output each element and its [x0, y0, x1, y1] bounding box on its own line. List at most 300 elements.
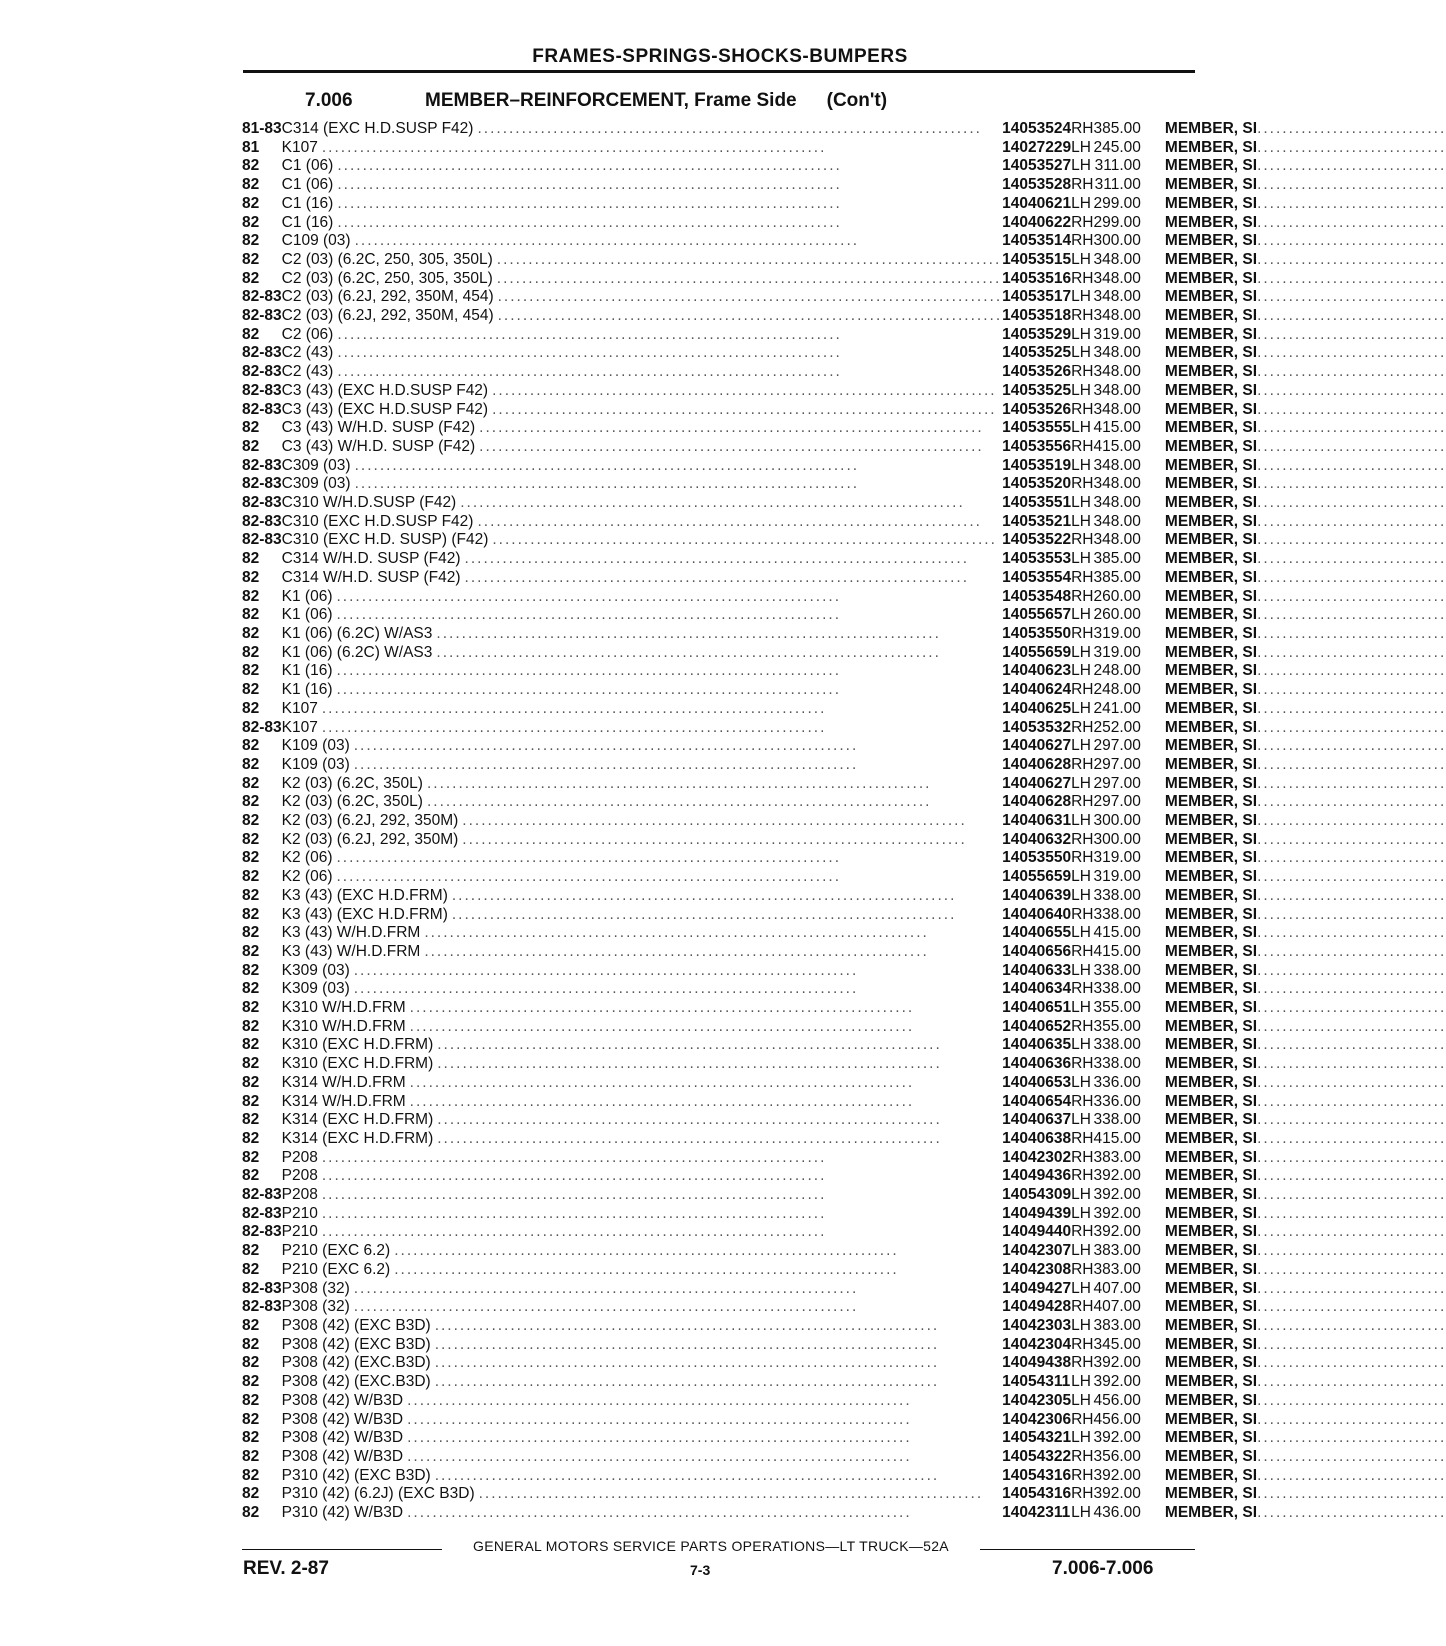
model-application: P308 (42) W/B3D [281, 1429, 404, 1447]
model-application: K1 (06) (6.2C) W/AS3 [281, 624, 433, 642]
model-leader [282, 887, 1002, 906]
model-cell [282, 1411, 1002, 1430]
part-number: 14054316 [1002, 1466, 1072, 1484]
table-row [242, 401, 1446, 420]
table-row [242, 1167, 1446, 1186]
part-description: MEMBER, SI [1164, 437, 1258, 455]
part-description: MEMBER, SI [1164, 868, 1258, 886]
model-leader [282, 475, 1002, 494]
dot-leader-trailing: .............................. [1257, 662, 1446, 680]
model-leader [282, 962, 1002, 981]
model-cell [282, 868, 1002, 887]
model-leader [282, 1186, 1002, 1205]
dot-leader: ................................................................................ [424, 942, 929, 960]
dot-leader-trailing: .............................. [1257, 606, 1446, 624]
model-year: 82 [242, 1335, 260, 1353]
model-year: 82 [242, 1410, 260, 1428]
model-cell [282, 1242, 1002, 1261]
model-year: 82 [242, 232, 260, 250]
model-leader [282, 1036, 1002, 1055]
list-price: 338.00 [1093, 905, 1141, 923]
model-cell [282, 887, 1002, 906]
dot-leader-trailing: .............................. [1257, 1055, 1446, 1073]
model-year: 82 [242, 250, 260, 268]
model-cell [282, 588, 1002, 607]
list-price: 319.00 [1093, 624, 1141, 642]
dot-leader-trailing: .............................. [1257, 1391, 1446, 1409]
model-year: 82 [242, 1055, 260, 1073]
part-number: 14053528 [1002, 176, 1072, 194]
table-row [242, 457, 1446, 476]
dot-leader-trailing: .............................. [1257, 886, 1446, 904]
part-number: 14042311 [1002, 1504, 1071, 1522]
side: LH [1071, 961, 1091, 979]
list-price: 348.00 [1093, 475, 1141, 493]
dot-leader-trailing: .............................. [1257, 419, 1446, 437]
model-leader [282, 1392, 1002, 1411]
model-cell [282, 344, 1002, 363]
list-price: 415.00 [1093, 419, 1141, 437]
part-description: MEMBER, SI [1164, 250, 1258, 268]
model-leader [282, 1354, 1002, 1373]
model-application: C2 (06) [281, 325, 334, 343]
model-application: P308 (42) (EXC.B3D) [281, 1354, 431, 1372]
part-description: MEMBER, SI [1164, 512, 1258, 530]
part-number: 14040632 [1002, 830, 1072, 848]
part-description: MEMBER, SI [1164, 1335, 1258, 1353]
dot-leader: ................................................................................ [337, 213, 842, 231]
part-number: 14040622 [1002, 213, 1072, 231]
part-description: MEMBER, SI [1164, 344, 1258, 362]
table-row [242, 1317, 1446, 1336]
side: LH [1071, 1504, 1091, 1522]
side: LH [1071, 250, 1091, 268]
part-number: 14055657 [1002, 606, 1072, 624]
dot-leader: ................................................................................ [409, 1073, 915, 1091]
side: LH [1071, 1429, 1091, 1447]
model-application: K310 (EXC H.D.FRM) [281, 1055, 434, 1073]
model-cell [282, 662, 1002, 681]
dot-leader: ................................................................................ [407, 1429, 912, 1447]
part-number: 14053527 [1002, 157, 1072, 175]
list-price: 248.00 [1093, 681, 1141, 699]
model-leader [282, 288, 1002, 307]
side: LH [1071, 1036, 1091, 1054]
table-row [242, 344, 1446, 363]
model-leader [282, 719, 1002, 738]
dot-leader-trailing: .............................. [1257, 1223, 1446, 1241]
model-cell [282, 962, 1002, 981]
model-cell [282, 569, 1002, 588]
footer-page-number: 7-3 [690, 1562, 711, 1578]
model-application: K309 (03) [281, 980, 350, 998]
model-leader [282, 232, 1002, 251]
dot-leader-trailing: .............................. [1257, 1429, 1446, 1447]
part-description: MEMBER, SI [1164, 718, 1258, 736]
model-application: C1 (16) [281, 213, 334, 231]
part-number: 14055659 [1002, 643, 1072, 661]
model-year: 82-83 [242, 363, 282, 381]
model-leader [282, 831, 1002, 850]
part-number: 14054309 [1002, 1186, 1072, 1204]
table-row [242, 906, 1446, 925]
dot-leader-trailing: .............................. [1257, 681, 1446, 699]
model-leader [282, 1317, 1002, 1336]
model-leader [282, 868, 1002, 887]
side: RH [1071, 568, 1094, 586]
model-cell [282, 737, 1002, 756]
part-description: MEMBER, SI [1164, 980, 1258, 998]
list-price: 392.00 [1093, 1223, 1141, 1241]
part-description: MEMBER, SI [1164, 475, 1258, 493]
part-description: MEMBER, SI [1164, 288, 1258, 306]
model-year: 82 [242, 1111, 260, 1129]
model-application: K2 (03) (6.2C, 350L) [281, 793, 423, 811]
table-row [242, 606, 1446, 625]
part-description: MEMBER, SI [1164, 793, 1258, 811]
model-application: C1 (06) [281, 176, 334, 194]
list-price: 338.00 [1093, 886, 1141, 904]
model-cell [282, 1317, 1002, 1336]
part-number: 14040652 [1002, 1017, 1072, 1035]
dot-leader: ................................................................................ [321, 1204, 827, 1222]
model-leader [282, 1149, 1002, 1168]
model-application: P208 [281, 1148, 318, 1166]
part-description: MEMBER, SI [1164, 1298, 1258, 1316]
dot-leader-trailing: .............................. [1257, 980, 1446, 998]
list-price: 319.00 [1093, 868, 1141, 886]
table-row [242, 288, 1446, 307]
side: RH [1071, 793, 1094, 811]
list-price: 345.00 [1093, 1335, 1141, 1353]
dot-leader: ................................................................................ [337, 363, 842, 381]
dot-leader: ................................................................................ [354, 456, 860, 474]
table-row [242, 1373, 1446, 1392]
table-row [242, 962, 1446, 981]
list-price: 383.00 [1093, 1148, 1141, 1166]
dot-leader-trailing: .............................. [1257, 1242, 1446, 1260]
model-application: P308 (32) [281, 1279, 350, 1297]
part-number: 14040628 [1002, 755, 1072, 773]
model-application: C2 (03) (6.2C, 250, 305, 350L) [281, 250, 493, 268]
table-row [242, 1354, 1446, 1373]
part-number: 14040627 [1002, 774, 1072, 792]
list-price: 355.00 [1093, 999, 1141, 1017]
dot-leader-trailing: .............................. [1257, 568, 1446, 586]
model-year: 82 [242, 737, 260, 755]
dot-leader: ................................................................................ [426, 793, 932, 811]
model-year: 82 [242, 849, 260, 867]
model-year: 82-83 [242, 1279, 282, 1297]
part-description: MEMBER, SI [1164, 120, 1258, 137]
list-price: 245.00 [1093, 138, 1141, 156]
table-row [242, 1429, 1446, 1448]
model-application: P210 [281, 1223, 318, 1241]
dot-leader-trailing: .............................. [1257, 1167, 1446, 1185]
list-price: 338.00 [1093, 1036, 1141, 1054]
part-number: 14053518 [1002, 307, 1072, 325]
table-row [242, 326, 1446, 345]
dot-leader: ................................................................................ [426, 774, 932, 792]
list-price: 355.00 [1093, 1017, 1141, 1035]
list-price: 319.00 [1093, 643, 1141, 661]
dot-leader-trailing: .............................. [1257, 905, 1446, 923]
model-year: 82 [242, 1036, 260, 1054]
model-leader [282, 457, 1002, 476]
table-row [242, 793, 1446, 812]
dot-leader-trailing: .............................. [1257, 307, 1446, 325]
side: LH [1071, 194, 1091, 212]
list-price: 348.00 [1093, 363, 1141, 381]
dot-leader-trailing: .............................. [1257, 699, 1446, 717]
table-row [242, 1448, 1446, 1467]
model-application: K3 (43) (EXC H.D.FRM) [281, 886, 448, 904]
side: RH [1071, 232, 1094, 250]
part-number: 14053556 [1002, 437, 1072, 455]
model-application: K314 (EXC H.D.FRM) [281, 1111, 434, 1129]
side: LH [1071, 419, 1091, 437]
dot-leader-trailing: .............................. [1257, 849, 1446, 867]
model-application: C309 (03) [281, 456, 351, 474]
part-description: MEMBER, SI [1164, 550, 1258, 568]
dot-leader-trailing: .............................. [1257, 288, 1446, 306]
model-cell [282, 1205, 1002, 1224]
part-description: MEMBER, SI [1164, 568, 1258, 586]
table-row [242, 1205, 1446, 1224]
part-description: MEMBER, SI [1164, 307, 1258, 325]
model-cell [282, 1392, 1002, 1411]
model-cell [282, 382, 1002, 401]
model-application: C2 (43) [281, 344, 334, 362]
model-leader [282, 326, 1002, 345]
side: LH [1071, 868, 1091, 886]
model-application: K1 (06) [281, 606, 333, 624]
part-number: 14040637 [1002, 1111, 1072, 1129]
model-leader [282, 438, 1002, 457]
model-cell [282, 849, 1002, 868]
side: RH [1071, 176, 1094, 194]
list-price: 299.00 [1093, 194, 1141, 212]
side: RH [1071, 980, 1094, 998]
dot-leader: ................................................................................ [353, 755, 859, 773]
model-cell [282, 1504, 1002, 1523]
model-application: P210 (EXC 6.2) [281, 1260, 391, 1278]
table-row [242, 382, 1446, 401]
model-cell [282, 606, 1002, 625]
model-application: C2 (03) (6.2C, 250, 305, 350L) [281, 269, 493, 287]
table-row [242, 1223, 1446, 1242]
list-price: 300.00 [1093, 830, 1141, 848]
model-application: K310 (EXC H.D.FRM) [281, 1036, 434, 1054]
dot-leader: ................................................................................ [462, 812, 967, 830]
table-row [242, 644, 1446, 663]
dot-leader: ................................................................................ [434, 1335, 940, 1353]
part-number: 14040623 [1002, 662, 1072, 680]
part-description: MEMBER, SI [1164, 400, 1258, 418]
parts-table [242, 120, 1446, 1523]
side: RH [1071, 400, 1094, 418]
dot-leader: ................................................................................ [492, 531, 997, 549]
list-price: 319.00 [1093, 325, 1141, 343]
part-number: 14053516 [1002, 269, 1072, 287]
dot-leader: ................................................................................ [394, 1242, 899, 1260]
side: LH [1071, 550, 1091, 568]
list-price: 348.00 [1093, 250, 1141, 268]
dot-leader-trailing: .............................. [1257, 120, 1446, 137]
part-description: MEMBER, SI [1164, 1055, 1258, 1073]
part-description: MEMBER, SI [1164, 194, 1258, 212]
dot-leader: ................................................................................ [336, 606, 842, 624]
model-year: 82 [242, 924, 260, 942]
dot-leader-trailing: .............................. [1257, 868, 1446, 886]
part-number: 14040653 [1002, 1073, 1072, 1091]
list-price: 392.00 [1093, 1429, 1141, 1447]
side: RH [1071, 1466, 1094, 1484]
side: LH [1071, 737, 1091, 755]
model-year: 82 [242, 830, 260, 848]
model-leader [282, 849, 1002, 868]
list-price: 338.00 [1093, 1055, 1141, 1073]
model-application: K1 (06) [281, 587, 333, 605]
model-cell [282, 1485, 1002, 1504]
model-application: C2 (43) [281, 363, 334, 381]
list-price: 407.00 [1093, 1298, 1141, 1316]
part-number: 14042302 [1002, 1148, 1072, 1166]
model-leader [282, 1074, 1002, 1093]
dot-leader: ................................................................................ [407, 1391, 912, 1409]
table-row [242, 176, 1446, 195]
model-leader [282, 1411, 1002, 1430]
model-leader [282, 157, 1002, 176]
dot-leader-trailing: .............................. [1257, 550, 1446, 568]
table-row [242, 1093, 1446, 1112]
model-cell [282, 1467, 1002, 1486]
dot-leader: ................................................................................ [336, 849, 842, 867]
part-number: 14053554 [1002, 568, 1072, 586]
model-leader [282, 625, 1002, 644]
dot-leader-trailing: .............................. [1257, 1017, 1446, 1035]
dot-leader: ................................................................................ [492, 400, 997, 418]
dot-leader: ................................................................................ [321, 138, 827, 156]
part-number: 14053532 [1002, 718, 1072, 736]
dot-leader: ................................................................................ [321, 718, 827, 736]
model-year: 82 [242, 980, 260, 998]
model-application: K109 (03) [281, 737, 350, 755]
model-cell [282, 1149, 1002, 1168]
model-leader [282, 1280, 1002, 1299]
model-year: 82 [242, 999, 260, 1017]
table-row [242, 550, 1446, 569]
model-leader [282, 176, 1002, 195]
part-number: 14040621 [1002, 194, 1072, 212]
model-application: P308 (32) [281, 1298, 350, 1316]
model-application: K2 (03) (6.2J, 292, 350M) [281, 830, 459, 848]
part-description: MEMBER, SI [1164, 456, 1258, 474]
side: LH [1071, 512, 1091, 530]
part-description: MEMBER, SI [1164, 1279, 1258, 1297]
model-cell [282, 270, 1002, 289]
model-application: P308 (42) W/B3D [281, 1410, 404, 1428]
part-description: MEMBER, SI [1164, 363, 1258, 381]
model-application: K107 [281, 699, 318, 717]
model-cell [282, 1167, 1002, 1186]
model-cell [282, 419, 1002, 438]
model-leader [282, 906, 1002, 925]
model-application: K2 (06) [281, 849, 333, 867]
model-cell [282, 999, 1002, 1018]
dot-leader: ................................................................................ [437, 1129, 942, 1147]
side: LH [1071, 1317, 1091, 1334]
list-price: 392.00 [1093, 1186, 1141, 1204]
model-cell [282, 195, 1002, 214]
dot-leader: ................................................................................ [492, 381, 997, 399]
dot-leader: ................................................................................ [451, 886, 957, 904]
part-number: 14053550 [1002, 624, 1072, 642]
dot-leader-trailing: .............................. [1257, 213, 1446, 231]
side: LH [1071, 1373, 1091, 1391]
dot-leader-trailing: .............................. [1257, 232, 1446, 250]
part-number: 14049436 [1002, 1167, 1072, 1185]
dot-leader: ................................................................................ [337, 157, 842, 175]
table-row [242, 1111, 1446, 1130]
side: LH [1071, 381, 1091, 399]
part-description: MEMBER, SI [1164, 1504, 1258, 1522]
dot-leader-trailing: .............................. [1257, 1260, 1446, 1278]
list-price: 392.00 [1093, 1466, 1141, 1484]
model-leader [282, 700, 1002, 719]
model-leader [282, 1429, 1002, 1448]
model-cell [282, 401, 1002, 420]
model-application: K1 (06) (6.2C) W/AS3 [281, 643, 433, 661]
footer-rule-right [980, 1549, 1195, 1550]
model-leader [282, 569, 1002, 588]
model-cell [282, 924, 1002, 943]
model-leader [282, 419, 1002, 438]
table-row [242, 999, 1446, 1018]
section-title: MEMBER–REINFORCEMENT, Frame Side [425, 90, 797, 111]
dot-leader-trailing: .............................. [1257, 250, 1446, 268]
table-row [242, 531, 1446, 550]
model-cell [282, 531, 1002, 550]
dot-leader: ................................................................................ [434, 1354, 940, 1372]
model-application: P308 (42) W/B3D [281, 1391, 404, 1409]
table-row [242, 588, 1446, 607]
model-cell [282, 139, 1002, 158]
list-price: 356.00 [1093, 1447, 1141, 1465]
dot-leader: ................................................................................ [407, 1447, 912, 1465]
side: RH [1071, 307, 1094, 325]
model-leader [282, 550, 1002, 569]
part-number: 14040656 [1002, 942, 1072, 960]
part-number: 14049428 [1002, 1298, 1072, 1316]
dot-leader: ................................................................................ [464, 568, 970, 586]
dot-leader-trailing: .............................. [1257, 924, 1446, 942]
model-leader [282, 1467, 1002, 1486]
dot-leader: ................................................................................ [321, 1167, 827, 1185]
part-number: 14053519 [1002, 456, 1072, 474]
model-leader [282, 307, 1002, 326]
model-application: C1 (16) [281, 194, 334, 212]
model-year: 82 [242, 1242, 260, 1260]
side: RH [1071, 1223, 1094, 1241]
model-application: C109 (03) [281, 232, 351, 250]
model-year: 82 [242, 812, 260, 830]
model-year: 82-83 [242, 512, 282, 530]
dot-leader: ................................................................................ [437, 1055, 942, 1073]
list-price: 338.00 [1093, 1111, 1141, 1129]
model-year: 82-83 [242, 1186, 282, 1204]
side: RH [1071, 1017, 1094, 1035]
